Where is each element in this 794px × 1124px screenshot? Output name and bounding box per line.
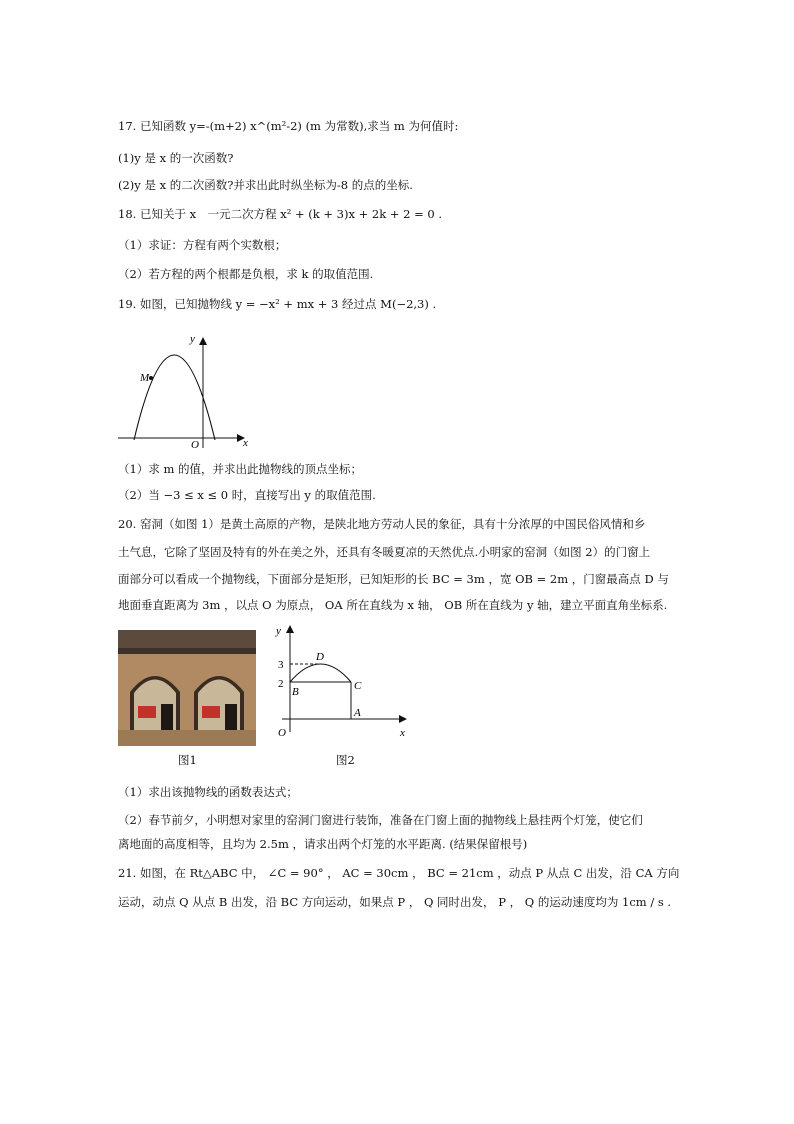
q20-label-o: O: [278, 727, 286, 739]
q20-coordinate-figure: [268, 620, 416, 745]
q21-stem-line1: 21. 如图，在 Rt△ABC 中， ∠C = 90° ， AC = 30cm ， BC = 21cm ，动点 P 从点 C 出发，沿 CA 方向: [118, 866, 680, 880]
q19-label-m: M: [140, 372, 150, 384]
q20-stem-line4: 地面垂直距离为 3m ，以点 O 为原点， OA 所在直线为 x 轴， OB 所在直线为 y 轴，建立平面直角坐标系.: [118, 598, 668, 612]
q17-sub1: (1)y 是 x 的一次函数?: [118, 151, 234, 165]
q17-sub2: (2)y 是 x 的二次函数?并求出此时纵坐标为-8 的点的坐标.: [118, 178, 413, 192]
q20-label-c: C: [354, 680, 362, 692]
q20-tick-3: 3: [278, 659, 284, 671]
q20-label-a: A: [354, 707, 361, 719]
q20-stem-line1: 20. 窑洞（如图 1）是黄土高原的产物，是陕北地方劳动人民的象征，具有十分浓厚的中国民俗风情和乡: [118, 517, 646, 531]
q19-sub2: （2）当 −3 ≤ x ≤ 0 时，直接写出 y 的取值范围.: [118, 488, 376, 502]
q19-label-o: O: [191, 439, 199, 451]
q20-arch-curve: [290, 664, 351, 682]
q21-stem-line2: 运动，动点 Q 从点 B 出发，沿 BC 方向运动，如果点 P ， Q 同时出发， P ， Q 的运动速度均为 1cm / s .: [118, 895, 672, 909]
q19-parabola-figure: [116, 328, 256, 453]
cave-photo-illustration: [118, 630, 256, 746]
q17-stem: 17. 已知函数 y=-(m+2) x^(m²-2) (m 为常数),求当 m 为何值时:: [118, 119, 459, 133]
q20-label-y: y: [276, 625, 281, 637]
q20-fig1-caption: 图1: [178, 753, 197, 767]
q19-point-m: [149, 376, 153, 380]
q20-tick-2: 2: [278, 678, 284, 690]
q18-stem: 18. 已知关于 x 一元二次方程 x² + (k + 3)x + 2k + 2 = 0 .: [118, 207, 443, 221]
q20-label-b: B: [292, 686, 299, 698]
q19-sub1: （1）求 m 的值，并求出此抛物线的顶点坐标；: [118, 462, 363, 476]
q20-fig2-caption: 图2: [336, 753, 355, 767]
q19-label-x: x: [243, 437, 248, 449]
q20-sub2-line2: 离地面的高度相等，且均为 2.5m ，请求出两个灯笼的水平距离. (结果保留根号): [118, 837, 528, 851]
q20-stem-line3: 面部分可以看成一个抛物线，下面部分是矩形，已知矩形的长 BC = 3m ，宽 OB = 2m ，门窗最高点 D 与: [118, 572, 669, 586]
q19-stem: 19. 如图，已知抛物线 y = −x² + mx + 3 经过点 M(−2,3) .: [118, 297, 437, 311]
q20-sub2-line1: （2）春节前夕，小明想对家里的窑洞门窗进行装饰，准备在门窗上面的抛物线上悬挂两个灯笼，使它们: [118, 813, 643, 827]
q20-stem-line2: 土气息，它除了坚固及特有的外在美之外，还具有冬暖夏凉的天然优点.小明家的窑洞（如图 2）的门窗上: [118, 545, 651, 559]
q20-cave-photo: [118, 630, 256, 746]
q20-label-x: x: [400, 727, 405, 739]
q19-label-y: y: [190, 333, 195, 345]
q20-label-d: D: [316, 651, 324, 663]
q18-sub1: （1）求证：方程有两个实数根；: [118, 238, 287, 252]
q20-sub1: （1）求出该抛物线的函数表达式；: [118, 785, 298, 799]
q18-sub2: （2）若方程的两个根都是负根，求 k 的取值范围.: [118, 267, 374, 281]
